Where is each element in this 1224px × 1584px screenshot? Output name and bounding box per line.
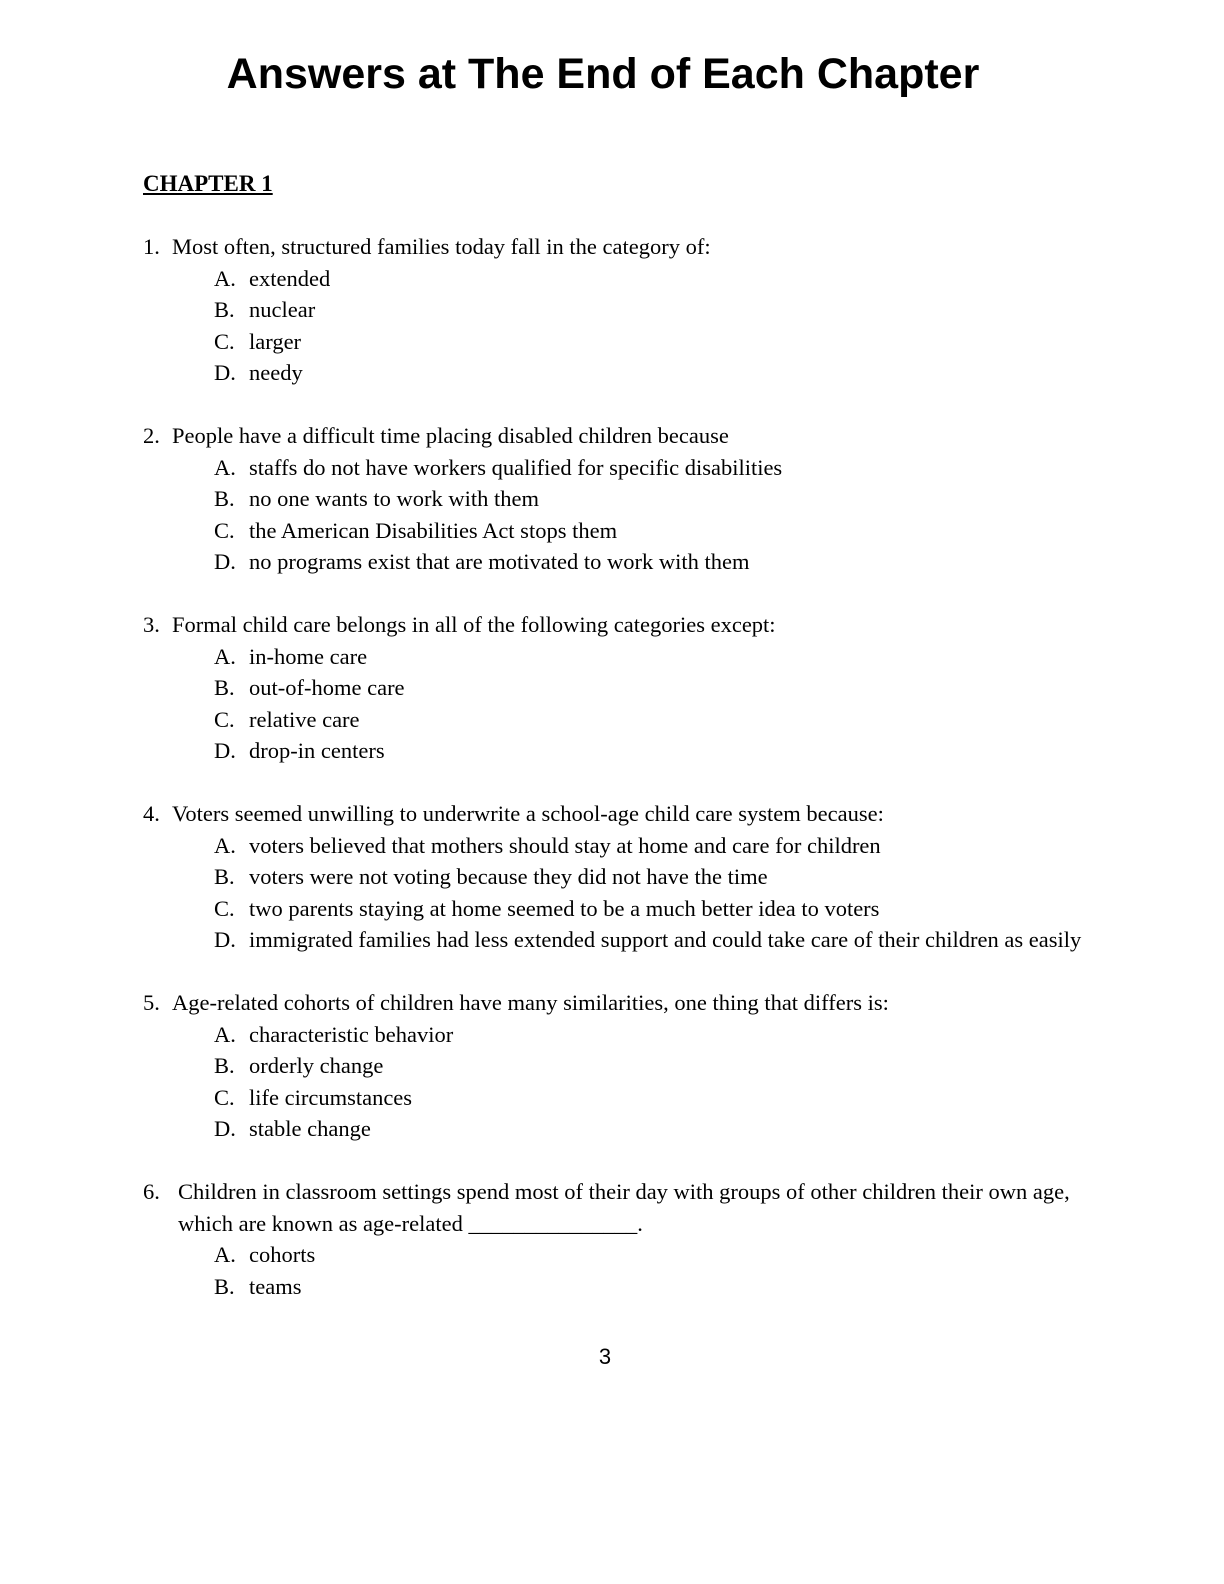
option-letter: A. (214, 265, 236, 291)
answer-option (143, 452, 1103, 484)
option-text: voters believed that mothers should stay at home and care for children (249, 832, 881, 858)
question-stem (143, 420, 1103, 452)
option-text: nuclear (249, 297, 316, 322)
question-text: People have a difficult time placing disabled children because (172, 423, 729, 448)
question-stem (143, 231, 1103, 263)
question-number: 5. (143, 990, 160, 1015)
answer-option (143, 1113, 1103, 1145)
question-stem (143, 987, 1103, 1019)
answer-option (143, 1050, 1103, 1082)
option-text: in-home care (249, 643, 368, 669)
option-text: cohorts (249, 1242, 316, 1267)
answer-options (143, 263, 1103, 389)
question-number: 4. (143, 801, 160, 826)
chapter-heading: CHAPTER 1 (143, 171, 273, 196)
option-letter: B. (214, 1053, 235, 1078)
option-text: drop-in centers (249, 738, 385, 763)
question-text: Age-related cohorts of children have many similarities, one thing that differs is: (172, 990, 889, 1015)
option-letter: C. (214, 895, 235, 921)
answer-option (143, 294, 1103, 326)
answer-option (143, 483, 1103, 515)
question-2 (143, 420, 1103, 578)
question-stem (143, 1176, 1103, 1239)
answer-options (143, 830, 1103, 956)
option-text: extended (249, 265, 331, 291)
answer-option (143, 893, 1103, 925)
question-number: 6. (143, 1179, 160, 1204)
answer-option (143, 704, 1103, 736)
option-letter: A. (214, 832, 236, 858)
page-number: 3 (598, 1344, 612, 1369)
answer-option (143, 641, 1103, 673)
option-letter: A. (214, 1242, 236, 1267)
option-letter: A. (214, 1021, 236, 1047)
option-text: teams (249, 1273, 302, 1299)
option-text: relative care (249, 706, 360, 732)
option-letter: B. (214, 486, 235, 511)
answer-options (143, 1239, 1103, 1302)
option-letter: C. (214, 1084, 235, 1110)
answer-option (143, 861, 1103, 893)
answer-option (143, 515, 1103, 547)
question-3 (143, 609, 1103, 767)
question-stem (143, 609, 1103, 641)
option-text: voters were not voting because they did not have the time (249, 864, 768, 889)
answer-option (143, 672, 1103, 704)
option-text: larger (249, 328, 302, 354)
option-text: characteristic behavior (249, 1021, 454, 1047)
option-text: stable change (249, 1116, 371, 1141)
answer-option (143, 924, 1103, 956)
option-letter: B. (214, 297, 235, 322)
option-letter: A. (214, 643, 236, 669)
option-text: life circumstances (249, 1084, 413, 1110)
option-text: two parents staying at home seemed to be a much better idea to voters (249, 895, 880, 921)
answer-option (143, 357, 1103, 389)
option-text: immigrated families had less extended support and could take care of their children as easily (249, 927, 1082, 952)
option-letter: D. (214, 549, 236, 574)
question-5 (143, 987, 1103, 1145)
option-letter: A. (214, 454, 236, 480)
option-text: orderly change (249, 1053, 384, 1078)
answer-option (143, 1271, 1103, 1303)
answer-options (143, 1019, 1103, 1145)
option-letter: B. (214, 864, 235, 889)
question-list (143, 231, 1103, 1334)
question-number: 1. (143, 234, 160, 259)
answer-option (143, 830, 1103, 862)
page-title: Answers at The End of Each Chapter (226, 50, 980, 98)
option-letter: D. (214, 1116, 236, 1141)
option-text: no one wants to work with them (249, 486, 539, 511)
option-letter: B. (214, 1273, 235, 1299)
question-text: Formal child care belongs in all of the following categories except: (172, 612, 776, 637)
option-letter: D. (214, 927, 236, 952)
answer-option (143, 326, 1103, 358)
option-letter: D. (214, 738, 236, 763)
question-6 (143, 1176, 1103, 1302)
question-1 (143, 231, 1103, 389)
option-text: no programs exist that are motivated to work with them (249, 549, 750, 574)
question-text: Voters seemed unwilling to underwrite a school-age child care system because: (172, 801, 884, 826)
question-number: 3. (143, 612, 160, 637)
option-text: staffs do not have workers qualified for specific disabilities (249, 454, 783, 480)
answer-option (143, 546, 1103, 578)
option-text: needy (249, 360, 303, 385)
answer-options (143, 641, 1103, 767)
option-letter: C. (214, 517, 235, 543)
answer-option (143, 1239, 1103, 1271)
question-stem (143, 798, 1103, 830)
option-letter: D. (214, 360, 236, 385)
question-text: Children in classroom settings spend most of their day with groups of other children their own age, which are known as age-related _______________. (178, 1179, 1070, 1236)
option-text: the American Disabilities Act stops them (249, 517, 618, 543)
answer-option (143, 263, 1103, 295)
question-number: 2. (143, 423, 160, 448)
answer-option (143, 1019, 1103, 1051)
answer-options (143, 452, 1103, 578)
answer-option (143, 1082, 1103, 1114)
option-letter: C. (214, 328, 235, 354)
question-text: Most often, structured families today fall in the category of: (172, 234, 711, 259)
answer-option (143, 735, 1103, 767)
option-letter: B. (214, 675, 235, 700)
option-text: out-of-home care (249, 675, 405, 700)
option-letter: C. (214, 706, 235, 732)
question-4 (143, 798, 1103, 956)
